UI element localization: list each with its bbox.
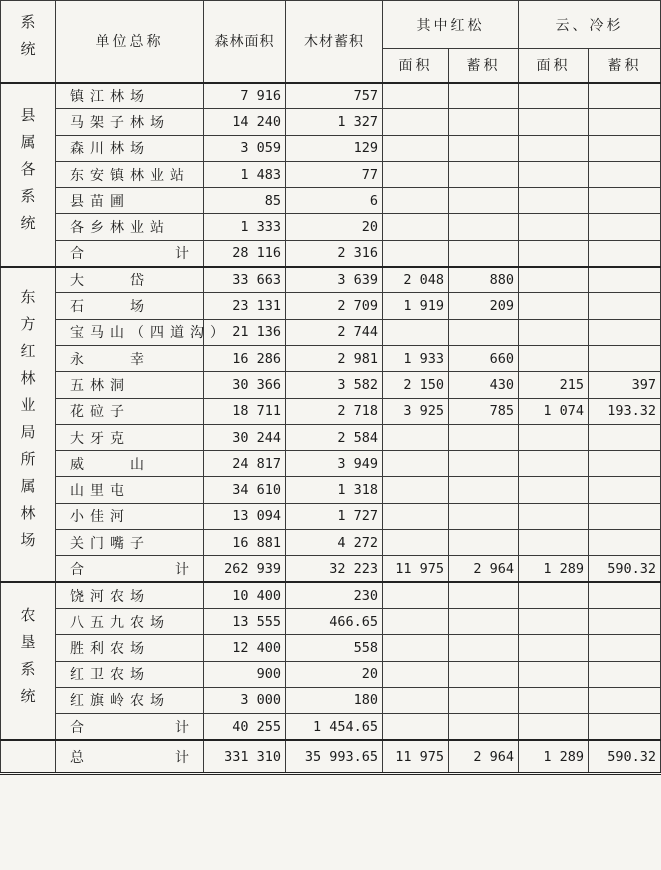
- forest-area-cell: 12 400: [204, 635, 286, 661]
- kp-stock-cell: [449, 687, 519, 713]
- header-spruce-fir: 云、冷杉: [519, 1, 661, 49]
- subtotal-row: [1, 556, 661, 582]
- kp-stock-cell: [449, 188, 519, 214]
- kp-stock-cell: 880: [449, 267, 519, 293]
- kp-area-cell: 11 975: [383, 740, 449, 774]
- table-body: [1, 83, 661, 774]
- kp-stock-cell: 785: [449, 398, 519, 424]
- kp-area-cell: [383, 635, 449, 661]
- timber-stock-cell: 1 727: [286, 503, 383, 529]
- total-label-right: 计: [175, 749, 189, 766]
- kp-area-cell: [383, 161, 449, 187]
- total-label-right: 计: [175, 561, 189, 578]
- sf-stock-cell: 397: [589, 372, 661, 398]
- sf-stock-cell: 590.32: [589, 556, 661, 582]
- forest-area-cell: 30 366: [204, 372, 286, 398]
- kp-area-cell: [383, 319, 449, 345]
- forest-area-cell: 16 881: [204, 530, 286, 556]
- unit-name-cell: 红卫农场: [56, 661, 204, 687]
- sf-stock-cell: [589, 635, 661, 661]
- table-row: [1, 161, 661, 187]
- kp-area-cell: [383, 214, 449, 240]
- unit-name-cell: 各乡林业站: [56, 214, 204, 240]
- kp-stock-cell: [449, 109, 519, 135]
- sf-stock-cell: [589, 293, 661, 319]
- system-group-label: 东方红林业局所属林场: [1, 267, 56, 583]
- forest-area-cell: 34 610: [204, 477, 286, 503]
- kp-stock-cell: [449, 424, 519, 450]
- total-label-left: 合: [70, 561, 84, 578]
- unit-name-cell: 县苗圃: [56, 188, 204, 214]
- sf-stock-cell: [589, 161, 661, 187]
- kp-stock-cell: [449, 661, 519, 687]
- timber-stock-cell: 129: [286, 135, 383, 161]
- sf-area-cell: 215: [519, 372, 589, 398]
- timber-stock-cell: 466.65: [286, 608, 383, 634]
- unit-name-cell: 红旗岭农场: [56, 687, 204, 713]
- subtotal-row: [1, 714, 661, 740]
- forest-area-cell: 14 240: [204, 109, 286, 135]
- unit-name-cell: 东安镇林业站: [56, 161, 204, 187]
- system-group-label: 县属各系统: [1, 83, 56, 267]
- total-label-left: 合: [70, 246, 84, 263]
- header-kp-stock: 蓄积: [449, 49, 519, 83]
- forest-area-cell: 40 255: [204, 714, 286, 740]
- table-row: [1, 608, 661, 634]
- forest-area-cell: 13 094: [204, 503, 286, 529]
- unit-name-cell: 森川林场: [56, 135, 204, 161]
- kp-stock-cell: 209: [449, 293, 519, 319]
- forest-area-cell: 18 711: [204, 398, 286, 424]
- timber-stock-cell: 2 584: [286, 424, 383, 450]
- kp-area-cell: [383, 477, 449, 503]
- sf-stock-cell: [589, 109, 661, 135]
- unit-name-cell: 马架子林场: [56, 109, 204, 135]
- sf-stock-cell: [589, 135, 661, 161]
- sf-stock-cell: [589, 714, 661, 740]
- sf-area-cell: [519, 345, 589, 371]
- sf-area-cell: [519, 214, 589, 240]
- forest-area-cell: 33 663: [204, 267, 286, 293]
- sf-area-cell: [519, 240, 589, 266]
- kp-stock-cell: [449, 83, 519, 109]
- timber-stock-cell: 558: [286, 635, 383, 661]
- kp-area-cell: [383, 240, 449, 266]
- table-row: [1, 424, 661, 450]
- table-row: [1, 214, 661, 240]
- forest-area-cell: 1 333: [204, 214, 286, 240]
- unit-name-cell: 威 山: [56, 451, 204, 477]
- kp-area-cell: [383, 503, 449, 529]
- header-kp-area: 面积: [383, 49, 449, 83]
- header-forest-area: 森林面积: [204, 1, 286, 83]
- sf-area-cell: 1 074: [519, 398, 589, 424]
- unit-name-cell: 胜利农场: [56, 635, 204, 661]
- kp-stock-cell: [449, 451, 519, 477]
- unit-name-cell: 镇江林场: [56, 83, 204, 109]
- total-label-right: 计: [175, 719, 189, 736]
- sf-area-cell: 1 289: [519, 556, 589, 582]
- kp-area-cell: [383, 608, 449, 634]
- timber-stock-cell: 1 454.65: [286, 714, 383, 740]
- sf-area-cell: [519, 582, 589, 608]
- sf-area-cell: [519, 661, 589, 687]
- timber-stock-cell: 1 318: [286, 477, 383, 503]
- sf-stock-cell: [589, 188, 661, 214]
- sf-area-cell: [519, 451, 589, 477]
- sf-stock-cell: [589, 319, 661, 345]
- sf-stock-cell: [589, 530, 661, 556]
- kp-stock-cell: 430: [449, 372, 519, 398]
- sf-area-cell: [519, 608, 589, 634]
- unit-name-cell: 关门嘴子: [56, 530, 204, 556]
- table-row: [1, 530, 661, 556]
- sf-stock-cell: [589, 451, 661, 477]
- table-row: [1, 398, 661, 424]
- header-sf-area: 面积: [519, 49, 589, 83]
- kp-area-cell: 1 933: [383, 345, 449, 371]
- kp-area-cell: [383, 714, 449, 740]
- header-timber-stock: 木材蓄积: [286, 1, 383, 83]
- timber-stock-cell: 35 993.65: [286, 740, 383, 774]
- sf-area-cell: [519, 161, 589, 187]
- grand-total-row: [1, 740, 661, 774]
- table-row: [1, 477, 661, 503]
- timber-stock-cell: 20: [286, 661, 383, 687]
- unit-name-cell: 山里屯: [56, 477, 204, 503]
- timber-stock-cell: 20: [286, 214, 383, 240]
- sf-stock-cell: [589, 608, 661, 634]
- kp-stock-cell: [449, 608, 519, 634]
- kp-area-cell: [383, 109, 449, 135]
- kp-stock-cell: [449, 240, 519, 266]
- timber-stock-cell: 2 316: [286, 240, 383, 266]
- unit-name-cell: 永 幸: [56, 345, 204, 371]
- timber-stock-cell: 757: [286, 83, 383, 109]
- unit-name-cell: 宝马山（四道沟）: [56, 319, 204, 345]
- total-label: [56, 240, 204, 266]
- sf-area-cell: [519, 109, 589, 135]
- kp-area-cell: 1 919: [383, 293, 449, 319]
- sf-area-cell: [519, 503, 589, 529]
- table-row: [1, 109, 661, 135]
- kp-stock-cell: [449, 582, 519, 608]
- kp-area-cell: 11 975: [383, 556, 449, 582]
- table-row: [1, 345, 661, 371]
- table-row: [1, 135, 661, 161]
- sf-area-cell: [519, 714, 589, 740]
- unit-name-cell: 花砬子: [56, 398, 204, 424]
- timber-stock-cell: 77: [286, 161, 383, 187]
- unit-name-cell: 饶河农场: [56, 582, 204, 608]
- kp-area-cell: [383, 530, 449, 556]
- table-header: [1, 1, 661, 83]
- forest-area-cell: 1 483: [204, 161, 286, 187]
- kp-stock-cell: 660: [449, 345, 519, 371]
- sf-stock-cell: [589, 477, 661, 503]
- header-system: 系统: [1, 1, 56, 83]
- table-row: [1, 503, 661, 529]
- forest-area-cell: 30 244: [204, 424, 286, 450]
- unit-name-cell: 石 场: [56, 293, 204, 319]
- table-row: [1, 83, 661, 109]
- sf-area-cell: [519, 319, 589, 345]
- sf-area-cell: [519, 188, 589, 214]
- kp-stock-cell: 2 964: [449, 556, 519, 582]
- kp-area-cell: [383, 83, 449, 109]
- forest-area-cell: 23 131: [204, 293, 286, 319]
- sf-stock-cell: 193.32: [589, 398, 661, 424]
- forest-area-cell: 900: [204, 661, 286, 687]
- timber-stock-cell: 2 718: [286, 398, 383, 424]
- sf-stock-cell: [589, 503, 661, 529]
- forest-area-cell: 85: [204, 188, 286, 214]
- table-row: [1, 293, 661, 319]
- sf-area-cell: [519, 687, 589, 713]
- forest-area-cell: 7 916: [204, 83, 286, 109]
- grand-total-system-cell: [1, 740, 56, 774]
- kp-stock-cell: [449, 477, 519, 503]
- kp-area-cell: [383, 451, 449, 477]
- kp-area-cell: [383, 188, 449, 214]
- sf-stock-cell: [589, 345, 661, 371]
- unit-name-cell: 小佳河: [56, 503, 204, 529]
- sf-area-cell: [519, 530, 589, 556]
- header-korean-pine: 其中红松: [383, 1, 519, 49]
- total-label-left: 总: [70, 749, 84, 766]
- system-group-label: 农垦系统: [1, 582, 56, 740]
- kp-area-cell: 3 925: [383, 398, 449, 424]
- total-label-right: 计: [175, 246, 189, 263]
- sf-stock-cell: [589, 240, 661, 266]
- timber-stock-cell: 180: [286, 687, 383, 713]
- kp-stock-cell: [449, 635, 519, 661]
- timber-stock-cell: 6: [286, 188, 383, 214]
- forest-area-cell: 331 310: [204, 740, 286, 774]
- table-row: [1, 661, 661, 687]
- sf-stock-cell: [589, 424, 661, 450]
- timber-stock-cell: 3 949: [286, 451, 383, 477]
- kp-stock-cell: [449, 319, 519, 345]
- kp-stock-cell: [449, 161, 519, 187]
- sf-area-cell: 1 289: [519, 740, 589, 774]
- sf-area-cell: [519, 635, 589, 661]
- sf-area-cell: [519, 477, 589, 503]
- forest-area-cell: 3 000: [204, 687, 286, 713]
- kp-stock-cell: [449, 135, 519, 161]
- kp-stock-cell: 2 964: [449, 740, 519, 774]
- kp-stock-cell: [449, 530, 519, 556]
- sf-stock-cell: [589, 661, 661, 687]
- header-unit-name: 单位总称: [56, 1, 204, 83]
- table-row: [1, 372, 661, 398]
- kp-area-cell: [383, 135, 449, 161]
- sf-stock-cell: [589, 214, 661, 240]
- forest-area-cell: 24 817: [204, 451, 286, 477]
- timber-stock-cell: 1 327: [286, 109, 383, 135]
- kp-area-cell: 2 048: [383, 267, 449, 293]
- kp-area-cell: [383, 424, 449, 450]
- total-label: [56, 556, 204, 582]
- timber-stock-cell: 4 272: [286, 530, 383, 556]
- timber-stock-cell: 230: [286, 582, 383, 608]
- sf-stock-cell: [589, 582, 661, 608]
- table-row: [1, 451, 661, 477]
- unit-name-cell: 五林洞: [56, 372, 204, 398]
- table-row: [1, 635, 661, 661]
- table-row: [1, 582, 661, 608]
- sf-stock-cell: [589, 687, 661, 713]
- kp-stock-cell: [449, 214, 519, 240]
- kp-area-cell: [383, 661, 449, 687]
- table-row: [1, 188, 661, 214]
- sf-stock-cell: [589, 267, 661, 293]
- total-label-left: 合: [70, 719, 84, 736]
- kp-area-cell: [383, 687, 449, 713]
- unit-name-cell: 八五九农场: [56, 608, 204, 634]
- sf-area-cell: [519, 293, 589, 319]
- forest-area-cell: 28 116: [204, 240, 286, 266]
- forest-area-cell: 3 059: [204, 135, 286, 161]
- timber-stock-cell: 3 639: [286, 267, 383, 293]
- table-row: [1, 267, 661, 293]
- table-row: [1, 319, 661, 345]
- forest-area-cell: 262 939: [204, 556, 286, 582]
- kp-area-cell: 2 150: [383, 372, 449, 398]
- total-label: [56, 714, 204, 740]
- header-sf-stock: 蓄积: [589, 49, 661, 83]
- sf-area-cell: [519, 135, 589, 161]
- sf-area-cell: [519, 424, 589, 450]
- forest-area-cell: 10 400: [204, 582, 286, 608]
- kp-stock-cell: [449, 503, 519, 529]
- forest-area-cell: 16 286: [204, 345, 286, 371]
- forest-area-cell: 21 136: [204, 319, 286, 345]
- unit-name-cell: 大 岱: [56, 267, 204, 293]
- timber-stock-cell: 32 223: [286, 556, 383, 582]
- sf-area-cell: [519, 83, 589, 109]
- forest-area-cell: 13 555: [204, 608, 286, 634]
- subtotal-row: [1, 240, 661, 266]
- unit-name-cell: 大牙克: [56, 424, 204, 450]
- sf-stock-cell: 590.32: [589, 740, 661, 774]
- sf-stock-cell: [589, 83, 661, 109]
- table-row: [1, 687, 661, 713]
- kp-stock-cell: [449, 714, 519, 740]
- timber-stock-cell: 2 709: [286, 293, 383, 319]
- timber-stock-cell: 3 582: [286, 372, 383, 398]
- sf-area-cell: [519, 267, 589, 293]
- timber-stock-cell: 2 981: [286, 345, 383, 371]
- kp-area-cell: [383, 582, 449, 608]
- timber-stock-cell: 2 744: [286, 319, 383, 345]
- total-label: [56, 740, 204, 774]
